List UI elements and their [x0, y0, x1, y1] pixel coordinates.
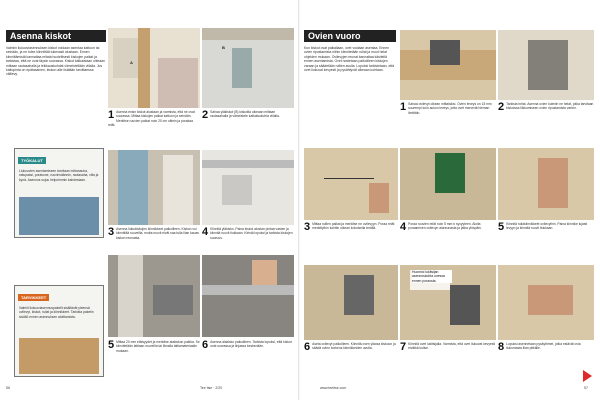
materials-photo [19, 338, 99, 374]
step-1-photo [108, 28, 200, 108]
step-5-photo [108, 255, 200, 337]
step-3-photo [108, 150, 200, 225]
next-page-arrow-icon [583, 370, 592, 382]
step-6-caption: 6 Asenna alakisko paikoilleen. Tarkista lopuksi, että kiskot ovat suorassa ja linjassa keskenään. [202, 339, 292, 351]
right-folio-number: 57 [584, 386, 588, 390]
right-step-2-photo [498, 30, 594, 100]
right-step-6-photo [304, 265, 398, 340]
right-step-5-caption: 5 Kiinnitä rullakiinnikkeet ovilevyihin. Paina kiinnike lujasti levyyn ja kiinnitä ruuvit tiukkaan. [498, 221, 588, 233]
right-step-8-photo [498, 265, 594, 340]
right-section-title: Ovien vuoro [304, 30, 396, 42]
right-page [300, 0, 600, 400]
step-2-caption: 2 Sahaa yläkiskot (B) kiskoilla oikeaan mittaan rautasahalla ja viimeistele katkaisukohta viilalla. [202, 109, 280, 121]
right-step-7-caption: 7 Kiinnitä ovet lukitsijalla. Varmista, että ovet liukuvat kevyesti eivätkä kolise. [400, 341, 496, 353]
left-section-title: Asenna kiskot [6, 30, 106, 42]
right-step-6-caption: 6 Aseta ovilevyt paikoilleen. Kiinnitä oven yläosa kiskoon ja säädä ovien korkeus kiinnikkeiden avulla. [304, 341, 396, 353]
right-step-1-caption: 1 Sahaa ovilevyt oikean mittaisiksi. Ovien leveys on 15 mm suurempi kuin aukon leveys, jotta ovet menevät hieman limittäin. [400, 101, 492, 115]
inset-note: Huomioi lukitsijan asennuskohta ovessa ennen porausta. [412, 270, 452, 283]
step-4-photo [202, 150, 294, 225]
left-intro-text: Valmiin liukuoviasennuksen kiskot voidaan asentaa kattoon tai seinään, ja ne tulee kiinnittää tukevasti alustaan. Ennen kiinnittämistä kannattaa mitata huolellisesti kiskojen paikat ja tarkistaa, että ne ovat täysin suorassa. Kiskot katkaistaan oikeaan mittaan rautasahalla ja leikkauskohdat viimeistellään viilalla. Jos kattopinta on epätasainen, kiskon alle lisätään tarvittaessa välilevy. [6, 46, 105, 77]
tools-text: Liukuovien asentamiseen tarvitaan mittanauha, vatupassi, porakone, ruuvinväännin, rautasaha, viila ja kynä. Asennus sujuu helpoimmin kahdestaan. [19, 169, 99, 182]
right-intro-text: Kun kiskot ovat paikallaan, ovet voidaan asentaa. Ennen ovien ripustamista niihin kiinnitetään rullat ja muut helat ohjeiden mukaan. Ovilevyjen reunat kannattaa käsitellä ennen asentamista. Ovet nostetaan paikoilleen kiskojen varaan ja säädetään rullien avulla. Lopuksi tarkistetaan, että ovet liukuvat kevyesti ja pysähtyvät oikeaan kohtaan. [304, 46, 395, 73]
right-folio-magazine: www.teeitse.com [320, 386, 347, 390]
tools-sidebar [14, 148, 104, 238]
right-step-1-photo [400, 30, 496, 100]
materials-text: Valmiit liukuoviasennuspaketit sisältävät yleensä ovilevyt, kiskot, rullat ja kiinnikkeet. Tarkista paketin sisältö ennen asennuksen aloittamista. [19, 306, 94, 319]
step-1-caption: 1 Asenna ensin kiskot alustaan ja varmista, että ne ovat suorassa. Mittaa kiskojen paikat kattoon ja seinään. Merkitse ruuvien paikat noin 20 cm välein ja porakaa reiät. [108, 109, 195, 127]
tools-photo [19, 197, 99, 235]
right-step-4-caption: 4 Poraa ruuvien reiät noin 5 mm:n syvyyteen. Aloita poraaminen ovilevyn alareunasta ja jatka ylöspäin. [400, 221, 482, 233]
right-step-3-caption: 3 Mittaa rullien paikat ja merkitse ne ovilevyyn. Poraa reiät merkittyihin kohtiin oikean kokoisella terällä. [304, 221, 395, 233]
right-step-5-photo [498, 148, 594, 220]
materials-tag: TARVIKKEET [18, 294, 49, 301]
left-folio-number: 56 [6, 386, 10, 390]
step-4-caption: 4 Kiinnitä yläkisko. Paina kiskot alustan pintaa vasten ja kiinnitä ruuvit tiukkaan. Kiristä lopuksi ja tarkista kiskojen suoruus. [202, 226, 293, 240]
label-b: B [222, 45, 225, 50]
right-step-3-photo [304, 148, 398, 220]
step-3-caption: 3 Asenna liukukiskojen kiinnikkeet paikoilleen. Kiskon voi kiinnittää ruuveilla, mutta ruuvit eivät saa tulla liian kauas kiskon reunasta. [108, 226, 199, 240]
right-step-2-caption: 2 Tarkista helat. Asenna ovien kulmiin ne helat, jotka tarvitaan kiskoissa liikkumiseen ovien ripustamista varten. [498, 101, 594, 113]
right-step-4-photo [400, 148, 496, 220]
right-step-8-caption: 8 Lopuksi asennetaan pysäyttimet, jotka estävät ovia liukumasta liian pitkälle. [498, 341, 581, 353]
materials-sidebar [14, 285, 104, 377]
left-folio-magazine: Tee Itse · 2/20 [200, 386, 223, 390]
step-5-caption: 5 Mittaa 20 mm etäisyydet ja merkitse alakiskon paikka. Se kiinnitetään lattiaan ruuveilla tai liimalla lattiamateriaalin mukaan. [108, 339, 200, 353]
step-2-photo [202, 28, 294, 108]
tools-tag: TYÖKALUT [18, 157, 46, 164]
label-a: A [130, 60, 133, 65]
step-6-photo [202, 255, 294, 337]
